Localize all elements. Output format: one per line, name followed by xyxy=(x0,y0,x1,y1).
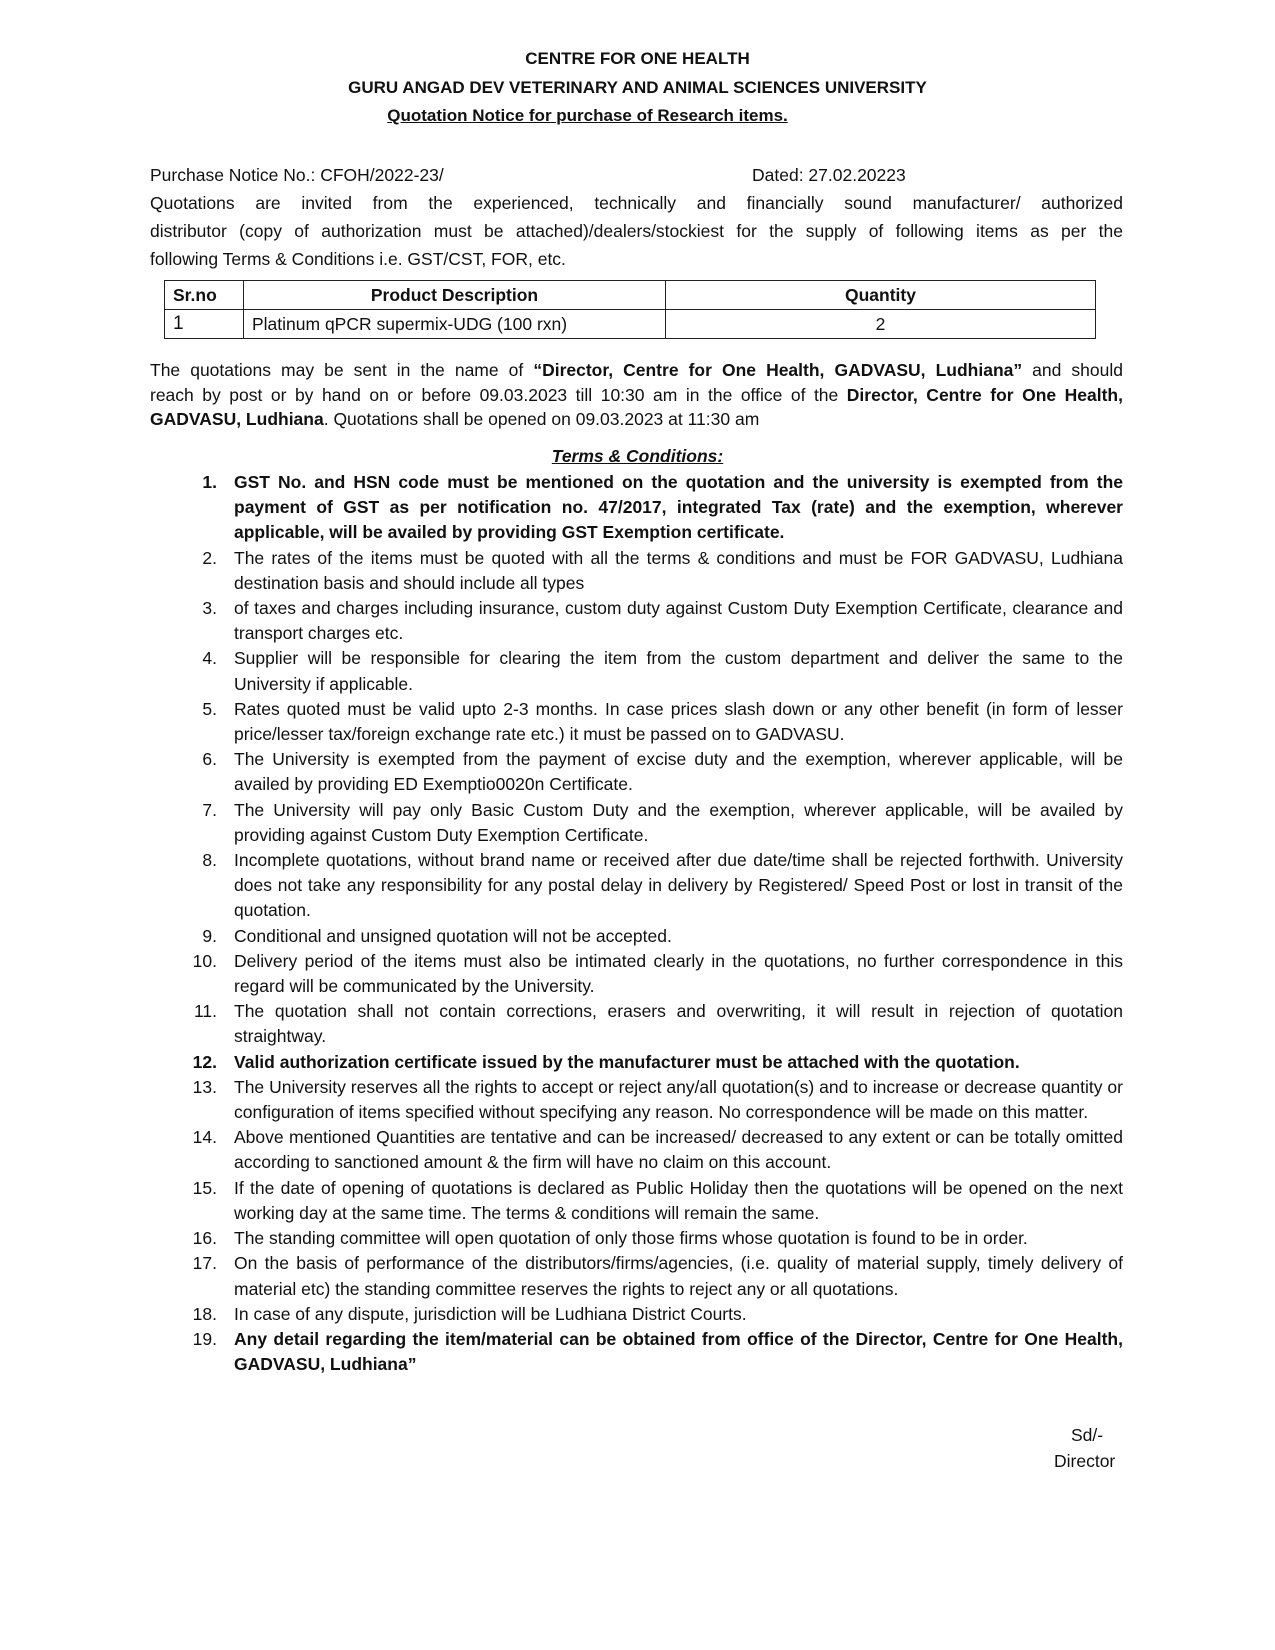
list-item xyxy=(150,1251,1123,1301)
intro-line-2: distributor (copy of authorization must be attached)/dealers/stockiest for the supply of following items as per the xyxy=(150,221,1123,241)
list-item xyxy=(150,1327,1123,1377)
header-centre: CENTRE FOR ONE HEALTH xyxy=(525,49,750,68)
term-text: Incomplete quotations, without brand name or received after due date/time shall be rejected forthwith. University does not take any responsibility for any postal delay in delivery by Registered/ Speed Post or lost in transit of the quotation. xyxy=(234,850,1123,921)
term-text: Delivery period of the items must also be intimated clearly in the quotations, no further correspondence in this regard will be communicated by the University. xyxy=(234,950,1123,997)
col-header-quantity: Quantity xyxy=(666,281,1096,310)
list-item xyxy=(150,596,1123,646)
submission-line-1 xyxy=(150,360,1123,381)
term-number: 11. xyxy=(193,1001,217,1022)
signature-sd: Sd/- xyxy=(1071,1425,1104,1445)
submission-opening-text: . Quotations shall be opened on 09.03.2023 at 11:30 am xyxy=(323,409,760,429)
term-number: 15. xyxy=(192,1177,217,1198)
term-text: The standing committee will open quotation of only those firms whose quotation is found to be in order. xyxy=(234,1228,1028,1249)
submission-office: Director, Centre for One Health, xyxy=(846,385,1123,405)
list-item xyxy=(150,1075,1123,1125)
term-number: 10. xyxy=(192,950,217,971)
submission-text: and should xyxy=(1022,360,1123,380)
term-number: 16. xyxy=(192,1228,217,1249)
submission-office: GADVASU, Ludhiana xyxy=(150,409,324,429)
col-header-srno: Sr.no xyxy=(165,281,244,310)
term-text: Above mentioned Quantities are tentative and can be increased/ decreased to any extent or can be totally omitted according to sanctioned amount & the firm will have no claim on this account. xyxy=(234,1127,1123,1173)
list-item xyxy=(150,999,1123,1049)
term-text: The University will pay only Basic Custom Duty and the exemption, wherever applicable, will be availed by providing against Custom Duty Exemption Certificate. xyxy=(234,799,1123,845)
list-item xyxy=(150,697,1123,747)
term-text: In case of any dispute, jurisdiction will be Ludhiana District Courts. xyxy=(234,1303,747,1324)
list-item xyxy=(150,1302,1123,1327)
list-item xyxy=(150,646,1123,696)
term-number: 2. xyxy=(202,547,217,568)
term-number: 12. xyxy=(192,1051,217,1072)
intro-line-3: following Terms & Conditions i.e. GST/CST, FOR, etc. xyxy=(150,249,566,269)
list-item xyxy=(150,848,1123,924)
submission-addressee: “Director, Centre for One Health, GADVASU, Ludhiana” xyxy=(533,360,1023,380)
cell-description: Platinum qPCR supermix-UDG (100 rxn) xyxy=(244,310,666,339)
submission-text: reach by post or by hand on or before 09.03.2023 till 10:30 am in the office of the xyxy=(150,385,847,405)
terms-title: Terms & Conditions: xyxy=(551,446,724,466)
terms-list xyxy=(150,470,1123,1377)
term-number: 13. xyxy=(192,1076,217,1097)
term-text: Valid authorization certificate issued by the manufacturer must be attached with the quotation. xyxy=(234,1051,1020,1072)
term-text: Supplier will be responsible for clearing the item from the custom department and deliver the same to the University if applicable. xyxy=(234,648,1123,694)
term-number: 19. xyxy=(192,1328,217,1349)
term-number: 3. xyxy=(202,598,217,619)
term-text: The University is exempted from the payment of excise duty and the exemption, wherever applicable, will be availed by providing ED Exemptio0020n Certificate. xyxy=(234,749,1123,795)
term-number: 5. xyxy=(202,698,217,719)
table-row xyxy=(165,310,1096,339)
term-text: Conditional and unsigned quotation will not be accepted. xyxy=(234,925,672,946)
purchase-notice-number: Purchase Notice No.: CFOH/2022-23/ xyxy=(150,165,444,185)
term-text: Any detail regarding the item/material can be obtained from office of the Director, Centre for One Health, GADVASU, Ludhiana” xyxy=(234,1328,1123,1375)
list-item xyxy=(150,924,1123,949)
term-number: 17. xyxy=(192,1253,217,1274)
term-text: of taxes and charges including insurance, custom duty against Custom Duty Exemption Certificate, clearance and transport charges etc. xyxy=(234,598,1123,644)
list-item xyxy=(150,1176,1123,1226)
submission-line-3 xyxy=(150,409,1123,430)
list-item xyxy=(150,747,1123,797)
term-text: The quotation shall not contain corrections, erasers and overwriting, it will result in rejection of quotation straightway. xyxy=(234,1001,1123,1047)
list-item xyxy=(150,546,1123,596)
term-text: On the basis of performance of the distributors/firms/agencies, (i.e. quality of material supply, timely delivery of material etc) the standing committee reserves the rights to reject any or all quotations. xyxy=(234,1253,1123,1299)
term-text: The University reserves all the rights to accept or reject any/all quotation(s) and to increase or decrease quantity or configuration of items specified without specifying any reason. No correspondence will be made on this matter. xyxy=(234,1076,1123,1123)
term-text: If the date of opening of quotations is declared as Public Holiday then the quotations will be opened on the next working day at the same time. The terms & conditions will remain the same. xyxy=(234,1177,1123,1223)
term-number: 8. xyxy=(202,850,217,871)
term-text: The rates of the items must be quoted with all the terms & conditions and must be FOR GADVASU, Ludhiana destination basis and should include all types xyxy=(234,547,1123,593)
list-item xyxy=(150,1125,1123,1175)
list-item xyxy=(150,798,1123,848)
list-item xyxy=(150,1050,1123,1075)
term-number: 14. xyxy=(192,1127,217,1148)
term-text: GST No. and HSN code must be mentioned on the quotation and the university is exempted from the payment of GST as per notification no. 47/2017, integrated Tax (rate) and the exemption, wherever applicable, will be availed by providing GST Exemption certificate. xyxy=(234,472,1123,543)
term-number: 18. xyxy=(192,1303,217,1324)
list-item xyxy=(150,1226,1123,1251)
cell-srno: 1 xyxy=(165,310,244,339)
header-notice-title: Quotation Notice for purchase of Research items. xyxy=(387,106,788,125)
table-header-row xyxy=(165,281,1096,310)
submission-line-2 xyxy=(150,385,1123,406)
list-item xyxy=(150,470,1123,546)
signature-title: Director xyxy=(1054,1451,1116,1471)
intro-line-1: Quotations are invited from the experienced, technically and financially sound manufacturer/ authorized xyxy=(150,193,1123,213)
term-number: 9. xyxy=(202,925,217,946)
header-university: GURU ANGAD DEV VETERINARY AND ANIMAL SCIENCES UNIVERSITY xyxy=(348,78,927,97)
cell-quantity: 2 xyxy=(666,310,1096,339)
term-number: 1. xyxy=(202,472,217,492)
term-number: 4. xyxy=(202,648,217,669)
items-table xyxy=(164,280,1096,339)
list-item xyxy=(150,949,1123,999)
submission-text: The quotations may be sent in the name of xyxy=(150,360,534,380)
term-text: Rates quoted must be valid upto 2-3 months. In case prices slash down or any other benefit (in form of lesser price/lesser tax/foreign exchange rate etc.) it must be passed on to GADVASU. xyxy=(234,698,1123,745)
term-number: 6. xyxy=(202,749,217,770)
term-number: 7. xyxy=(202,799,217,820)
notice-date: Dated: 27.02.20223 xyxy=(752,165,906,185)
col-header-description: Product Description xyxy=(244,281,666,310)
